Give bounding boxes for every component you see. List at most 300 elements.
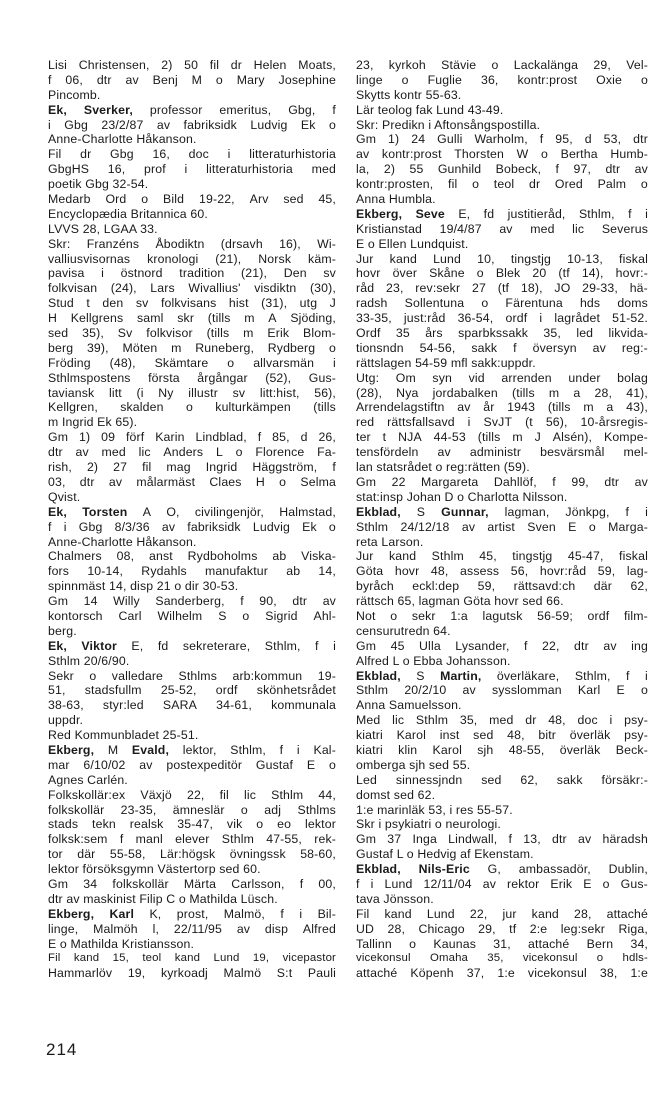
word: folkvisan [48, 281, 98, 296]
word: m [244, 311, 255, 326]
word: hovr:- [615, 266, 648, 281]
text-line [356, 966, 648, 981]
word: sjh [477, 742, 494, 757]
word: Erik [267, 326, 290, 341]
word: 59, [477, 579, 496, 594]
word: 54-56, [419, 340, 456, 355]
word: av [603, 638, 617, 653]
text-line [356, 713, 648, 728]
word: 25-52, [160, 683, 197, 698]
word: o [240, 802, 248, 817]
word: överläk [569, 728, 611, 743]
word: Sthlm, [574, 668, 611, 683]
word: Sthlms [178, 668, 217, 683]
word: Kellgren, [48, 400, 98, 415]
word: a [606, 400, 614, 415]
word: fiskal [619, 251, 648, 266]
word: ordf [505, 311, 528, 326]
word: 28, [594, 385, 613, 400]
word: Lysander, [455, 638, 510, 653]
word: 19- [317, 668, 336, 683]
word: Erik [550, 876, 573, 891]
text-line [356, 505, 648, 520]
word: 85, [272, 430, 290, 445]
text-line [48, 400, 336, 415]
word: ab [272, 549, 287, 564]
word: doc [577, 713, 598, 728]
text-line [48, 669, 336, 684]
word: tekn [92, 817, 116, 832]
text-line [356, 58, 648, 73]
entry-text: Anne-Charlotte Håkanson. [48, 132, 197, 147]
word: Ekblad, [356, 862, 401, 877]
word: Jur [356, 549, 374, 564]
word: Gbg [110, 147, 134, 162]
word: Alsén), [552, 430, 593, 445]
word: Fa- [317, 445, 336, 460]
word: lic [244, 787, 257, 802]
word: eo [277, 817, 292, 832]
word: Ek [302, 519, 317, 534]
word: 08, [116, 549, 135, 564]
text-line [356, 520, 648, 535]
word: i [333, 355, 336, 370]
word: Oxie [596, 72, 623, 87]
word: Köpenh [410, 966, 454, 981]
word: Gus- [620, 876, 648, 891]
text-line [48, 862, 336, 877]
text-line [48, 88, 336, 103]
word: Gustaf [255, 757, 294, 772]
text-line [48, 296, 336, 311]
word: tingstjg [512, 549, 553, 564]
text-line [356, 88, 648, 103]
word: folkskollär [112, 876, 169, 891]
entry-text: omberga sjh sed 55. [356, 757, 471, 772]
word: Sthlm [356, 683, 389, 698]
word: Sthlms [297, 802, 336, 817]
word: Ekberg, [356, 206, 403, 221]
word: o [588, 519, 596, 534]
word: av [75, 445, 89, 460]
word: mag [166, 460, 191, 475]
word: 28, [573, 906, 592, 921]
text-line [48, 594, 336, 609]
text-line [356, 490, 648, 505]
word: Ek, [48, 638, 67, 653]
word: Ekberg, [48, 742, 95, 757]
word: kommunala [271, 698, 336, 713]
word: hds [579, 296, 601, 311]
word: 10-årsregis- [580, 415, 648, 430]
word: a [573, 385, 581, 400]
word: i [370, 876, 374, 891]
word: Rydahls [141, 564, 187, 579]
text-line [356, 639, 648, 654]
word: under [568, 370, 601, 385]
word: 03, [48, 474, 66, 489]
word: Jönkpg, [565, 504, 610, 519]
word: 38, [599, 966, 618, 981]
word: av [592, 340, 606, 355]
word: o [227, 355, 235, 370]
word: Karol [432, 742, 462, 757]
word: av [499, 221, 513, 236]
text-line [48, 118, 336, 133]
word: Malmö, [223, 906, 265, 921]
text-line [48, 341, 336, 356]
word: Gbg [64, 117, 88, 132]
word: 56, [510, 564, 529, 579]
word: m [548, 385, 560, 400]
word: f [552, 474, 556, 489]
word: Stud [48, 296, 74, 311]
word: 56-59; [537, 608, 573, 623]
word: i [296, 742, 300, 757]
word: 16, [107, 162, 126, 177]
word: Dahllöf, [493, 474, 537, 489]
word: attaché [528, 936, 570, 951]
word: Stävie [441, 58, 477, 72]
word: kontr:prost [381, 147, 442, 162]
entry-text: Anne-Charlotte Håkanson. [48, 534, 197, 549]
word: Medarb [48, 192, 91, 207]
right-column [356, 58, 648, 981]
word: 39), [86, 340, 109, 355]
word: byråch [356, 579, 394, 594]
entry-text: lektor försöksgymn Västertorp sed 60. [48, 862, 261, 877]
word: 6/10/02 [83, 757, 126, 772]
word: Norsk [258, 251, 292, 266]
word: f [48, 72, 52, 87]
word: f [119, 832, 124, 847]
word: utg [299, 296, 318, 311]
word: (tills [477, 430, 501, 445]
word: kontr:prosten, [356, 177, 434, 192]
word: 29, [478, 921, 496, 936]
word: Ek [300, 117, 316, 132]
word: 26, [318, 430, 336, 445]
word: vicekonsul [522, 952, 578, 965]
word: f [555, 162, 560, 177]
word: Viktor [81, 638, 117, 653]
entry-text: Anna Samuelsson. [356, 698, 462, 713]
word: allvarsmän [253, 355, 315, 370]
word: Kristianstad [356, 221, 423, 236]
word: Martin, [440, 668, 482, 683]
word: Ludvig [250, 117, 288, 132]
word: Ord [105, 192, 127, 207]
word: attaché [356, 966, 398, 981]
word: 28, [387, 921, 406, 936]
word: tionsndn [356, 340, 404, 355]
text-line [356, 788, 648, 803]
word: adj [264, 802, 282, 817]
word: (tills [206, 326, 230, 341]
word: Nils-Eric [418, 862, 470, 877]
word: la, [356, 162, 370, 177]
word: Fil [48, 952, 61, 965]
text-line [356, 281, 648, 296]
text-line [48, 535, 336, 550]
word: f [626, 668, 630, 683]
word: Rydberg [267, 340, 316, 355]
word: sed [48, 326, 69, 341]
text-line [356, 311, 648, 326]
text-line [356, 728, 648, 743]
word: (48), [109, 355, 136, 370]
word: o [328, 757, 336, 772]
text-line [356, 445, 648, 460]
word: Folkskollär:ex [48, 787, 126, 802]
word: Arrendelagstiftn [356, 400, 445, 415]
word: käm- [308, 251, 336, 266]
word: målarmäst [136, 474, 196, 489]
word: t [86, 296, 90, 311]
word: assess [460, 564, 500, 579]
text-line [356, 698, 648, 713]
word: dtr [79, 474, 95, 489]
word: (21), [241, 266, 268, 281]
word: hovr [394, 564, 420, 579]
text-line [356, 654, 648, 669]
word: Wilhelm [157, 608, 203, 623]
word: Karol [396, 728, 427, 743]
word: styr:led [102, 698, 144, 713]
text-line [48, 386, 336, 401]
entry-text: dtr av maskinist Filip C o Mathilda Lüsch. [48, 891, 278, 906]
entry-text: Pincomb. [48, 87, 101, 102]
text-line [356, 862, 648, 877]
text-line [48, 817, 336, 832]
word: illustr [188, 385, 218, 400]
word: Ekblad, [356, 668, 401, 683]
word: Kompe- [603, 430, 648, 445]
word: Kaunas [433, 936, 476, 951]
word: vicekonsul [356, 952, 411, 965]
word: Karl [109, 906, 135, 921]
word: 8/3/36 [114, 519, 150, 534]
word: 1:e [630, 966, 648, 981]
text-line [48, 892, 336, 907]
word: folkskollär [48, 802, 105, 817]
text-line [48, 371, 336, 386]
word: Bern [586, 936, 614, 951]
word: besvärsmål [540, 445, 605, 460]
word: 22 [391, 474, 406, 489]
word: manufaktur [204, 564, 268, 579]
word: SvJT [483, 415, 513, 430]
text-line [356, 132, 648, 147]
word: Växjö [140, 787, 172, 802]
word: Thorsten [454, 147, 504, 162]
word: tensfördeln [356, 445, 419, 460]
word: Arv [249, 192, 269, 207]
word: kontorsch [48, 608, 103, 623]
word: lektor [304, 817, 336, 832]
word: stadsfullm [84, 683, 142, 698]
word: 56), [314, 385, 336, 400]
entry-text: Anna Humbla. [356, 192, 436, 207]
text-line [48, 624, 336, 639]
word: Nya [396, 385, 419, 400]
word: klin [398, 742, 418, 757]
word: av [125, 72, 139, 87]
text-line [48, 937, 336, 952]
word: kontr:prost [517, 72, 578, 87]
entry-text: E o Mathilda Kristiansson. [48, 936, 195, 951]
word: o [409, 936, 417, 951]
entry-text: Sthlm 20/6/90. [48, 653, 130, 668]
word: d [584, 132, 592, 147]
word: dtr [48, 445, 63, 460]
word: Ordf [356, 326, 381, 341]
word: sakk [556, 772, 583, 787]
word: pavisa [48, 266, 85, 281]
word: Florence [255, 445, 305, 460]
word: med [489, 713, 514, 728]
word: sed [473, 728, 494, 743]
word: f [539, 132, 544, 147]
word: taviansk [48, 385, 95, 400]
word: Gulli [437, 132, 463, 147]
word: K, [149, 906, 162, 921]
word: dtr [96, 72, 112, 87]
word: Lund [213, 952, 240, 965]
word: 45-47, [567, 549, 604, 564]
word: av [634, 162, 648, 177]
word: 58-60, [300, 847, 336, 862]
word: 22, [186, 787, 205, 802]
word: dr [230, 58, 242, 72]
word: Skr: [48, 236, 71, 251]
word: Severus [601, 221, 648, 236]
word: stads [48, 817, 79, 832]
word: o [328, 519, 336, 534]
text-line [356, 430, 648, 445]
word: Helen [253, 58, 287, 72]
word: 20 [532, 266, 547, 281]
word: 34, [630, 936, 648, 951]
word: Jur [356, 251, 374, 266]
word: 50 [184, 58, 199, 72]
word: fil [209, 58, 220, 72]
word: med [530, 221, 555, 236]
word: dr [525, 713, 537, 728]
text-line [356, 192, 648, 207]
word: 29-33, [582, 281, 618, 296]
word: 23, [356, 58, 374, 72]
word: Lackalänga [513, 58, 579, 72]
word: 09 [101, 430, 116, 445]
word: o [185, 400, 193, 415]
word: 51, [48, 683, 66, 698]
entry-text: tava Jönsson. [356, 891, 434, 906]
word: Led [356, 772, 377, 787]
text-line [48, 728, 336, 743]
word: folkvisans [160, 296, 217, 311]
text-line [48, 654, 336, 669]
word: Kellgrens [70, 311, 124, 326]
word: Skåne [429, 266, 465, 281]
word: anst [149, 549, 173, 564]
entry-text: Agnes Carlén. [48, 772, 128, 787]
word: likvida- [608, 326, 648, 341]
word: 14), [581, 266, 604, 281]
word: av [462, 683, 476, 698]
word: mar [48, 757, 70, 772]
word: 45, [479, 549, 497, 564]
word: 36-54, [457, 311, 494, 326]
entry-text: Encyclopædia Britannica 60. [48, 206, 208, 221]
word: Wi- [317, 236, 336, 251]
word: 19, [252, 952, 270, 965]
word: o [401, 72, 409, 87]
word: 44-53 [433, 430, 466, 445]
word: 00, [318, 876, 336, 891]
word: Sanderberg, [155, 594, 225, 609]
word: (24), [110, 281, 137, 296]
word: kand [531, 906, 559, 921]
word: Lindblad, [195, 430, 247, 445]
text-line [356, 683, 648, 698]
word: 56), [545, 415, 568, 430]
word: av [634, 474, 648, 489]
word: valliusvisornas [48, 251, 131, 266]
text-line [356, 252, 648, 267]
text-line [48, 475, 336, 490]
text-line [48, 490, 336, 505]
word: Häggström, [252, 460, 318, 475]
entry-text: lan statsrådet o reg:rätten (59). [356, 460, 530, 475]
word: 43), [626, 400, 648, 415]
word: av [577, 832, 592, 847]
text-line [48, 222, 336, 237]
word: i [645, 206, 648, 221]
word: 12/11/04 [423, 876, 472, 891]
word: Sverker, [83, 102, 133, 117]
word: jur [502, 906, 517, 921]
word: Not [356, 608, 376, 623]
word: Den [283, 266, 307, 281]
word: l, [152, 921, 160, 936]
word: doms [617, 296, 648, 311]
word: L [215, 445, 223, 460]
word: Gunhild [437, 162, 482, 177]
text-line [356, 371, 648, 386]
word: 35-47, [177, 817, 214, 832]
word: översyn [532, 340, 577, 355]
left-column [48, 58, 336, 981]
entry-text: 1:e marinläk 53, i res 55-57. [356, 802, 513, 817]
word: första [148, 370, 180, 385]
word: Moats, [298, 58, 336, 72]
word: E, [458, 206, 471, 221]
word: 48, [430, 564, 449, 579]
word: tingstjg [510, 251, 551, 266]
word: (52), [265, 370, 292, 385]
word: Lindwall, [448, 832, 498, 847]
word: 59, [597, 564, 616, 579]
word: doc [188, 147, 209, 162]
word: tf [509, 921, 517, 936]
word: d [300, 430, 308, 445]
text-line [356, 549, 648, 564]
word: sv [232, 385, 246, 400]
word: E [306, 757, 316, 772]
word: Sv [117, 326, 133, 341]
word: 14 [83, 594, 98, 609]
